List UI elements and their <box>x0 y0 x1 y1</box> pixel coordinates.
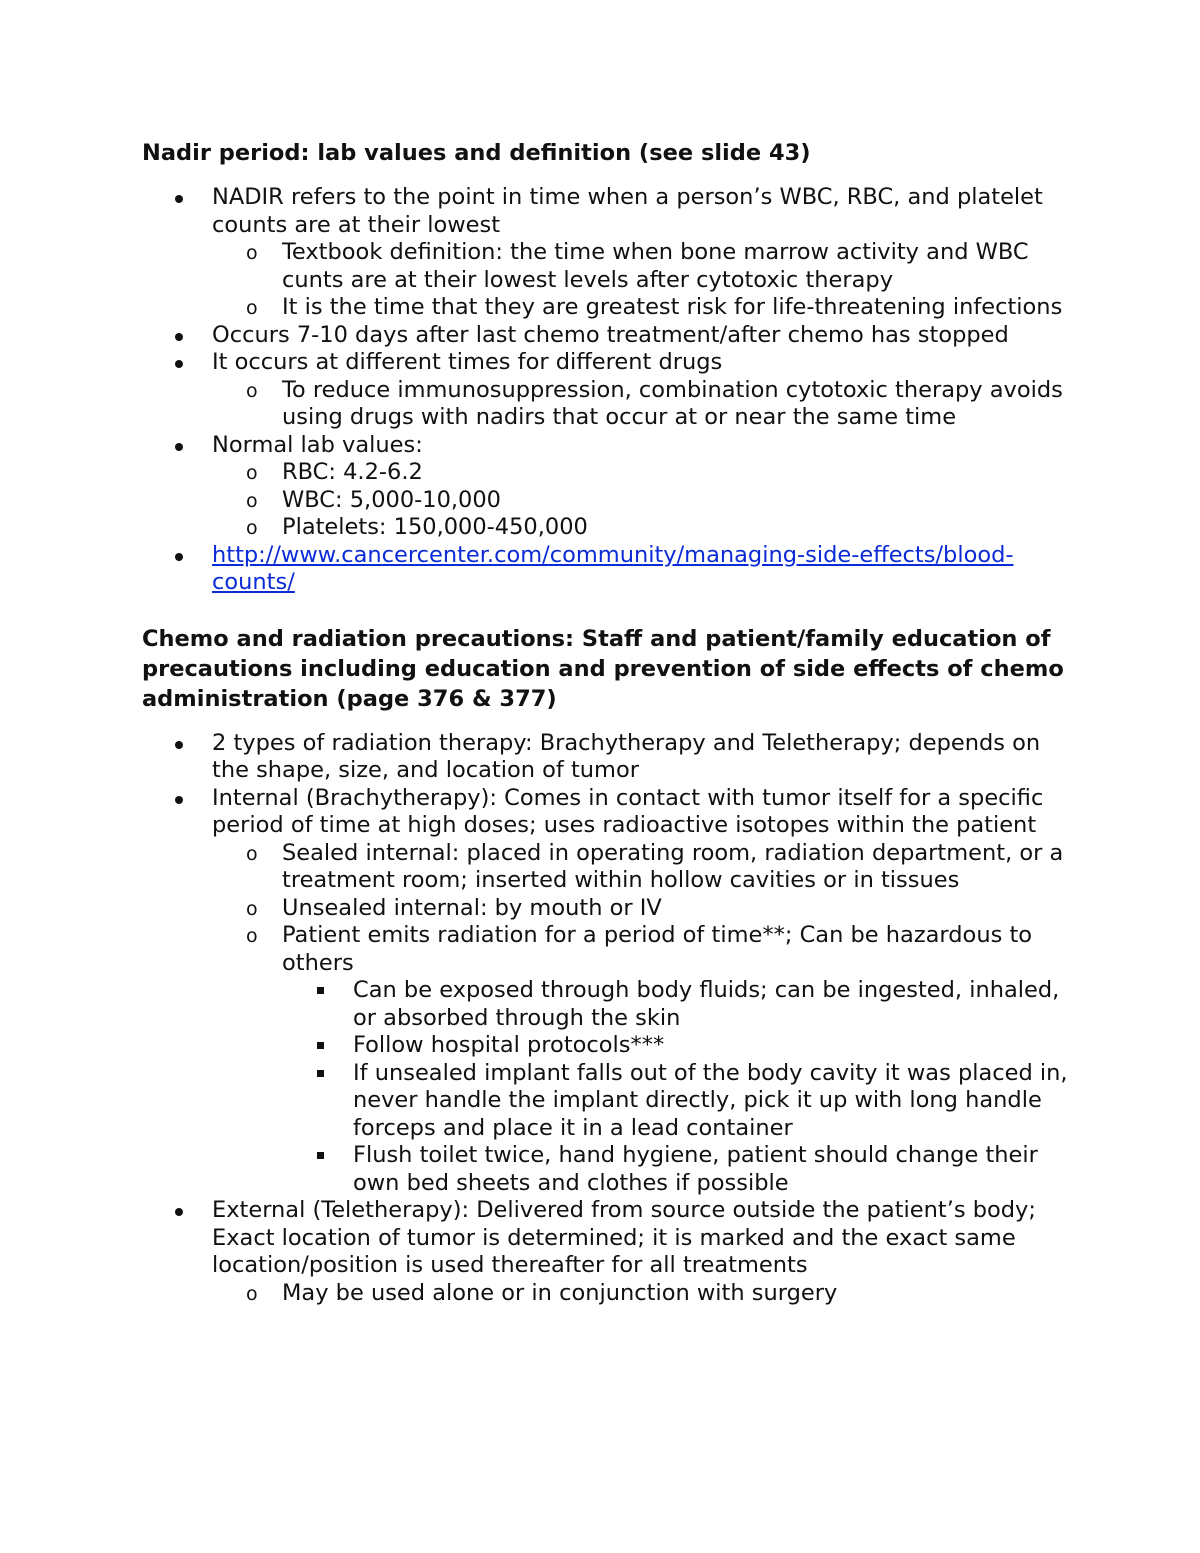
bullet-icon <box>173 432 187 460</box>
circle-bullet-icon: o <box>246 897 258 920</box>
list-item-text: Normal lab values: <box>212 431 423 458</box>
circle-bullet-icon: o <box>246 517 258 539</box>
nadir-list <box>142 184 1072 597</box>
sub-list-item-text: Patient emits radiation for a period of time**; Can be hazardous to others <box>282 922 1033 976</box>
list-item-text: 2 types of radiation therapy: Brachytherapy and Teletherapy; depends on the shape, size, and location of tumor <box>212 729 1041 783</box>
document-page <box>142 138 1072 1307</box>
list-item <box>142 432 1072 460</box>
circle-bullet-icon: o <box>246 462 258 484</box>
section-heading-precautions: Chemo and radiation precautions: Staff and patient/family education of precautions including education and prevention of side effects of chemo administration (page 376 & 377) <box>142 625 1064 712</box>
sub-sub-list-item-text: Can be exposed through body fluids; can be ingested, inhaled, or absorbed through the skin <box>353 977 1060 1031</box>
sub-list-item <box>142 487 1072 515</box>
list-item <box>142 542 1072 597</box>
sub-list-item-text: To reduce immunosuppression, combination cytotoxic therapy avoids using drugs with nadirs that occur at or near the same time <box>282 376 1063 430</box>
sub-list-item-text: May be used alone or in conjunction with surgery <box>282 1279 838 1306</box>
sub-list-item <box>142 294 1072 322</box>
square-bullet-icon <box>316 1032 326 1060</box>
sub-list-item <box>142 922 1072 977</box>
lab-value-rbc: RBC: 4.2-6.2 <box>282 459 423 485</box>
sub-sub-list-item-text: Follow hospital protocols*** <box>353 1032 665 1058</box>
circle-bullet-icon: o <box>246 379 258 402</box>
precautions-list <box>142 730 1072 1308</box>
sub-sub-list-item <box>142 1032 1072 1060</box>
bullet-icon <box>173 349 187 377</box>
sub-list-item <box>142 239 1072 294</box>
circle-bullet-icon: o <box>246 297 258 319</box>
bullet-icon <box>173 184 187 212</box>
bullet-icon <box>173 785 187 813</box>
cancer-center-link[interactable]: http://www.cancercenter.com/community/managing-side-effects/blood-counts/ <box>212 541 1014 595</box>
sub-sub-list-item-text: If unsealed implant falls out of the body cavity it was placed in, never handle the implant directly, pick it up with long handle forceps and place it in a lead container <box>353 1059 1068 1141</box>
bullet-icon <box>173 1197 187 1225</box>
sub-list-item <box>142 895 1072 923</box>
bullet-icon <box>173 322 187 350</box>
sub-list-item-text: Sealed internal: placed in operating room, radiation department, or a treatment room; inserted within hollow cavities or in tissues <box>282 839 1064 893</box>
sub-sub-list-item-text: Flush toilet twice, hand hygiene, patient should change their own bed sheets and clothes if possible <box>353 1142 1038 1196</box>
sub-list-item <box>142 840 1072 895</box>
circle-bullet-icon: o <box>246 1282 258 1305</box>
sub-list-item <box>142 459 1072 487</box>
square-bullet-icon <box>316 1142 326 1170</box>
list-item-text: Occurs 7-10 days after last chemo treatment/after chemo has stopped <box>212 321 1009 348</box>
list-item <box>142 322 1072 350</box>
list-item-text: External (Teletherapy): Delivered from source outside the patient’s body; Exact location of tumor is determined; it is marked and the exact same location/position is used thereafter for all treatments <box>212 1197 1036 1278</box>
list-item-text: Internal (Brachytherapy): Comes in contact with tumor itself for a specific period of time at high doses; uses radioactive isotopes within the patient <box>212 784 1044 838</box>
sub-sub-list-item <box>142 1142 1072 1197</box>
sub-list-item <box>142 377 1072 432</box>
lab-value-platelets: Platelets: 150,000-450,000 <box>282 514 588 540</box>
list-item-text: It occurs at different times for different drugs <box>212 349 723 375</box>
square-bullet-icon <box>316 1060 326 1088</box>
lab-value-wbc: WBC: 5,000-10,000 <box>282 486 501 513</box>
sub-list-item <box>142 1280 1072 1308</box>
sub-list-item-text: Unsealed internal: by mouth or IV <box>282 894 662 921</box>
sub-list-item-text: Textbook definition: the time when bone marrow activity and WBC cunts are at their lowest levels after cytotoxic therapy <box>282 239 1029 293</box>
circle-bullet-icon: o <box>246 242 258 264</box>
bullet-icon <box>173 542 187 570</box>
list-item <box>142 785 1072 840</box>
circle-bullet-icon: o <box>246 925 258 947</box>
list-item <box>142 349 1072 377</box>
section-heading-nadir: Nadir period: lab values and definition (see slide 43) <box>142 140 811 166</box>
sub-list-item-text: It is the time that they are greatest risk for life-threatening infections <box>282 294 1063 320</box>
circle-bullet-icon: o <box>246 489 258 512</box>
sub-list-item <box>142 514 1072 542</box>
circle-bullet-icon: o <box>246 842 258 865</box>
list-item-text: NADIR refers to the point in time when a person’s WBC, RBC, and platelet counts are at their lowest <box>212 184 1043 238</box>
square-bullet-icon <box>316 977 326 1005</box>
list-item <box>142 1197 1072 1280</box>
sub-sub-list-item <box>142 977 1072 1032</box>
sub-sub-list-item <box>142 1060 1072 1143</box>
bullet-icon <box>173 730 187 758</box>
list-item <box>142 730 1072 785</box>
list-item <box>142 184 1072 239</box>
